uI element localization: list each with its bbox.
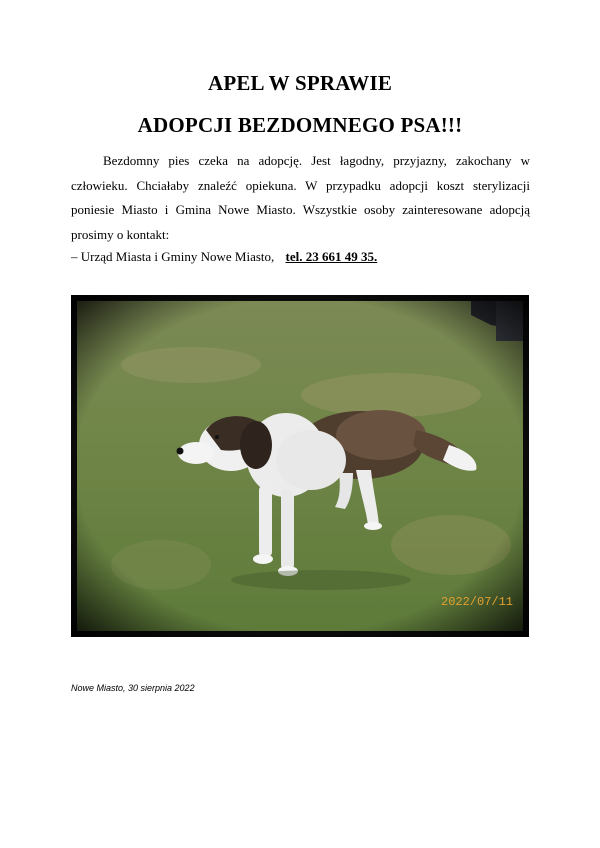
appeal-paragraph: Bezdomny pies czeka na adopcję. Jest łagodny, przyjazny, zakochany w człowieku. Chciałaby znaleźć opiekuna. W przypadku adopcji koszt sterylizacji poniesie Miasto i Gmina Nowe Miasto. Wszystkie osoby zainteresowane adopcją prosimy o kontakt:: [71, 153, 530, 242]
contact-line: [71, 245, 377, 269]
contact-office: – Urząd Miasta i Gminy Nowe Miasto,: [71, 249, 275, 264]
title-line-2: ADOPCJI BEZDOMNEGO PSA!!!: [137, 113, 463, 137]
title-line-1: APEL W SPRAWIE: [207, 71, 393, 95]
place-date: Nowe Miasto, 30 sierpnia 2022: [71, 683, 195, 693]
dog-photo: [71, 295, 529, 637]
contact-phone: tel. 23 661 49 35.: [285, 249, 378, 264]
photo-date-stamp: 2022/07/11: [441, 595, 514, 609]
dog-photo-image: [71, 295, 529, 637]
